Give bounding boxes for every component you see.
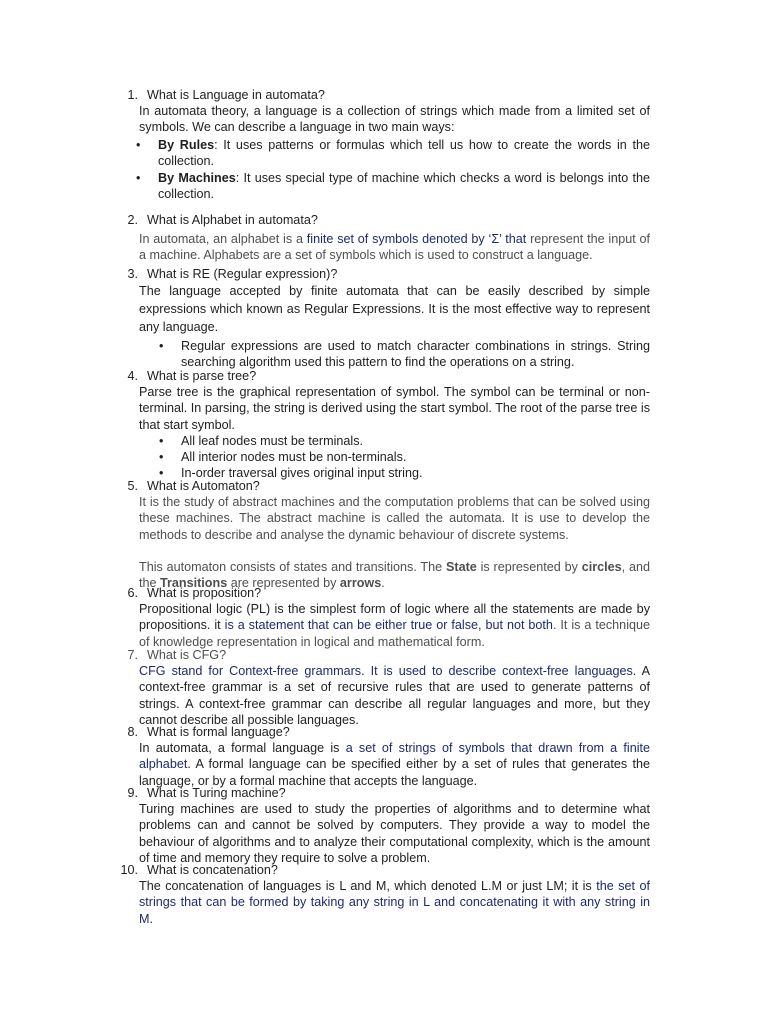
answer-5: It is the study of abstract machines and the computation problems that can be solved using these machines. The abstract machine is called the automata. It is use to develop the methods to describe and analyse the dynamic behaviour of discrete systems. This automaton consists of states and transitions. The State is represented by circles, and the Transitions are represented by arrows. <box>139 495 650 591</box>
list-item: • All leaf nodes must be terminals. <box>159 433 363 448</box>
bullet-list-1 <box>136 137 650 203</box>
list-item: • By Machines: It uses special type of machine which checks a word is belongs into the collection. <box>136 171 650 202</box>
qa-item-4 <box>116 368 650 481</box>
qa-item-1 <box>116 87 650 202</box>
list-item: • By Rules: It uses patterns or formulas which tell us how to create the words in the collection. <box>136 137 650 168</box>
qa-item-2 <box>116 212 650 264</box>
qa-item-7 <box>116 647 650 728</box>
qa-item-8 <box>116 724 650 789</box>
question-5: 5. What is Automaton? <box>127 479 260 493</box>
answer-3: The language accepted by finite automata that can be easily described by simple expressions which known as Regular Expressions. It is the most effective way to represent any language. <box>139 284 650 335</box>
question-2: 2. What is Alphabet in automata? <box>127 213 318 227</box>
question-8: 8. What is formal language? <box>127 725 290 739</box>
bullet-list-3 <box>159 338 650 370</box>
answer-1: In automata theory, a language is a collection of strings which made from a limited set of symbols. We can describe a language in two main ways: <box>139 104 650 135</box>
question-9: 9. What is Turing machine? <box>127 786 286 800</box>
question-4: 4. What is parse tree? <box>127 369 257 383</box>
question-10: 10. What is concatenation? <box>120 863 278 877</box>
answer-6: Propositional logic (PL) is the simplest form of logic where all the statements are made by propositions. it is a statement that can be either true or false, but not both. It is a technique of knowledge representation in logical and mathematical form. <box>139 602 651 649</box>
answer-9: Turing machines are used to study the properties of algorithms and to determine what problems can and cannot be solved by computers. They provide a way to model the behaviour of algorithms and to analyze their computational complexity, which is the amount of time and memory they require to solve a problem. <box>139 802 650 865</box>
question-3: 3. What is RE (Regular expression)? <box>127 267 338 281</box>
question-6: 6. What is proposition? <box>127 586 262 600</box>
answer-4: Parse tree is the graphical representation of symbol. The symbol can be terminal or non-terminal. In parsing, the string is derived using the start symbol. The root of the parse tree is that start symbol. <box>139 385 650 432</box>
answer-2: In automata, an alphabet is a finite set of symbols denoted by ‘Σ’ that represent the input of a machine. Alphabets are a set of symbols which is used to construct a language. <box>139 232 651 263</box>
list-item: • All interior nodes must be non-terminals. <box>159 450 407 465</box>
question-7: 7. What is CFG? <box>127 648 227 662</box>
qa-item-9 <box>116 785 650 866</box>
list-item: • In-order traversal gives original input string. <box>159 466 423 481</box>
bullet-list-4 <box>159 433 650 482</box>
answer-10: The concatenation of languages is L and M, which denoted L.M or just LM; it is the set of strings that can be formed by taking any string in L and concatenating it with any string in M. <box>139 879 651 926</box>
qa-item-5 <box>116 478 650 591</box>
answer-7: CFG stand for Context-free grammars. It is used to describe context-free languages. A context-free grammar is a set of recursive rules that are used to generate patterns of strings. A context-free grammar can describe all regular languages and more, but they cannot describe all possible languages. <box>139 664 650 727</box>
qa-item-6 <box>116 585 650 650</box>
question-1: 1. What is Language in automata? <box>127 88 325 102</box>
list-item: • Regular expressions are used to match character combinations in strings. String searching algorithm used this pattern to find the operations on a string. <box>159 339 650 370</box>
qa-item-3 <box>116 266 650 371</box>
qa-item-10 <box>116 862 650 927</box>
answer-8: In automata, a formal language is a set of strings of symbols that drawn from a finite alphabet. A formal language can be specified either by a set of rules that generates the language, or by a formal machine that accepts the language. <box>139 741 651 788</box>
